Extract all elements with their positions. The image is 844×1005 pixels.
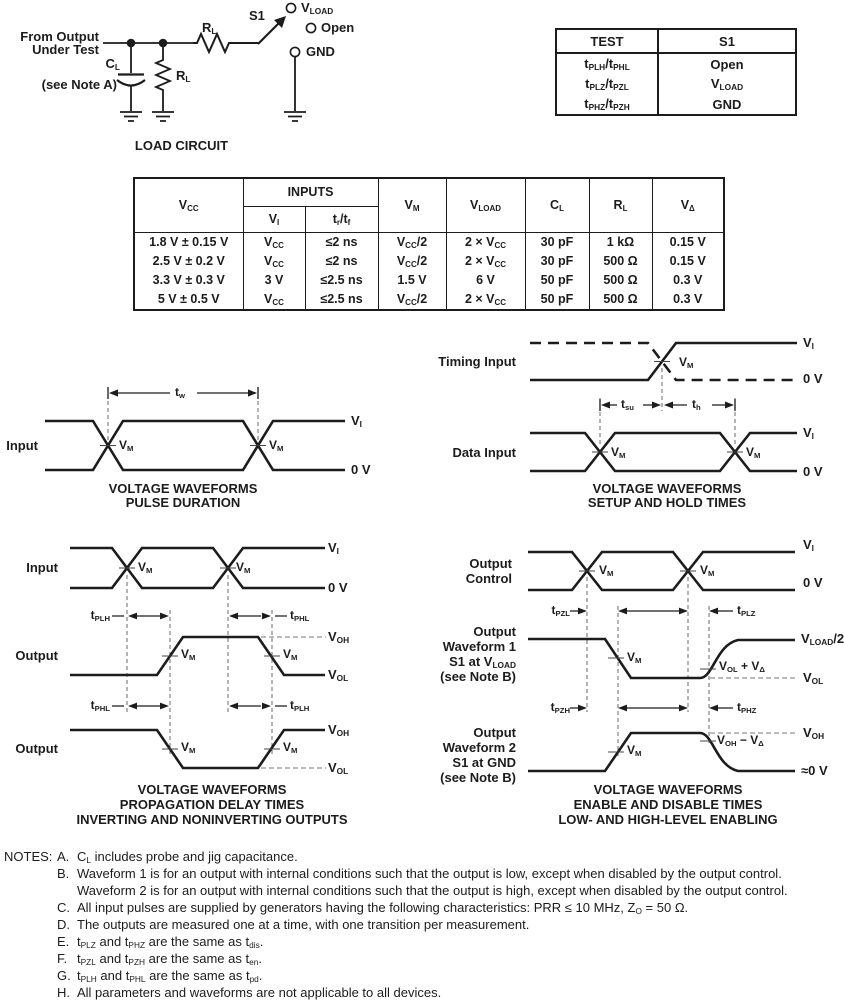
- vi-label: $V_I$: [351, 413, 362, 429]
- table-row: [134, 271, 724, 290]
- vm-label: $V_M$: [700, 563, 715, 578]
- vol-label: $V_{OL}$: [803, 670, 824, 686]
- tplh-label: $t_{PLH}$: [90, 608, 110, 623]
- vm-label: $V_M$: [599, 563, 614, 578]
- waveform-caption: VOLTAGE WAVEFORMS: [108, 481, 258, 496]
- note-line: [4, 968, 842, 985]
- vol-label: $V_{OL}$: [328, 667, 349, 683]
- s1-test-table: [555, 28, 797, 116]
- cell-trtf: ≤2 ns: [305, 252, 378, 271]
- vload2-label: $V_{LOAD}/2$: [801, 631, 844, 647]
- col-header-rl: $R_L$: [589, 178, 652, 232]
- cell-rl: 500 Ω: [589, 271, 652, 290]
- note-text: Waveform 2 is for an output with internal conditions such that the output is high, except when disabled by the output control.: [77, 883, 788, 898]
- note-text: $t_{PZL}$ and $t_{PZH}$ are the same as $t_{en}$.: [77, 951, 262, 967]
- vi-label: $V_I$: [803, 537, 814, 553]
- output-label: Output: [15, 741, 58, 756]
- cell-vdelta: 0.15 V: [652, 252, 724, 271]
- vm-label: $V_M$: [627, 650, 642, 665]
- table-row: [134, 252, 724, 271]
- note-line: [4, 883, 842, 900]
- waveform-caption: SETUP AND HOLD TIMES: [587, 495, 747, 510]
- tphl-label: $t_{PHL}$: [90, 698, 110, 713]
- waveform-caption: VOLTAGE WAVEFORMS: [593, 782, 743, 797]
- note-text: All parameters and waveforms are not applicable to all devices.: [77, 985, 442, 1000]
- note-letter: C.: [57, 900, 70, 915]
- approx-zero-label: ≈0 V: [801, 763, 828, 778]
- vol-label: $V_{OL}$: [328, 760, 349, 776]
- waveform-caption: LOW- AND HIGH-LEVEL ENABLING: [558, 812, 778, 827]
- waveform2-label: S1 at GND: [452, 755, 516, 770]
- from-output-label: From Output: [20, 29, 99, 44]
- vm-label: $V_M$: [283, 740, 298, 755]
- zero-v-label: 0 V: [351, 462, 371, 477]
- cell-cl: 50 pF: [525, 290, 589, 310]
- note-letter: H.: [57, 985, 70, 1000]
- zero-v-label: 0 V: [328, 580, 348, 595]
- cell-cl: 30 pF: [525, 232, 589, 252]
- cell-cl: 30 pF: [525, 252, 589, 271]
- vm-label: $V_M$: [283, 647, 298, 662]
- cell-vdelta: 0.15 V: [652, 232, 724, 252]
- tphl-label: $t_{PHL}$: [290, 608, 310, 623]
- note-line: [4, 985, 842, 1002]
- waveform-caption: VOLTAGE WAVEFORMS: [137, 782, 287, 797]
- note-line: [4, 951, 842, 968]
- note-letter: G.: [57, 968, 71, 983]
- cell-vi: 3 V: [243, 271, 305, 290]
- cell-rl: 500 Ω: [589, 252, 652, 271]
- tplh-label: $t_{PLH}$: [290, 698, 310, 713]
- cell-vload: $2 \times V_{CC}$: [446, 290, 525, 310]
- cell-vdelta: 0.3 V: [652, 271, 724, 290]
- cell-vi: $V_{CC}$: [243, 252, 305, 271]
- cell-rl: 500 Ω: [589, 290, 652, 310]
- waveform2-label: Waveform 2: [442, 740, 516, 755]
- vi-label: $V_I$: [803, 425, 814, 441]
- tplz-label: $t_{PLZ}$: [737, 603, 756, 618]
- note-letter: D.: [57, 917, 70, 932]
- col-header-vload: $V_{LOAD}$: [446, 178, 525, 232]
- timing-input-label: Timing Input: [438, 354, 516, 369]
- note-text: All input pulses are supplied by generators having the following characteristics: PRR ≤ 10 MHz, $Z_O = 50$ Ω.: [77, 900, 689, 916]
- vol-plus-vdelta-label: $V_{OL} + V_\Delta$: [719, 659, 765, 674]
- vm-label: $V_M$: [138, 560, 153, 575]
- vm-label: $V_M$: [627, 743, 642, 758]
- waveform1-label: Output: [473, 624, 516, 639]
- s1-table-header-test: TEST: [556, 29, 658, 53]
- cell-vload: 6 V: [446, 271, 525, 290]
- col-header-vi: $V_I$: [243, 206, 305, 232]
- note-text: The outputs are measured one at a time, with one transition per measurement.: [77, 917, 530, 932]
- rl-series-label: $R_L$: [202, 20, 217, 36]
- col-header-vdelta: $V_\Delta$: [652, 178, 724, 232]
- vload-terminal-label: $V_{LOAD}$: [301, 0, 334, 16]
- s1-table-cell: $t_{PHZ}/t_{PZH}$: [584, 96, 630, 112]
- note-text: $C_L$ includes probe and jig capacitance.: [77, 849, 298, 865]
- note-text: Waveform 1 is for an output with internal conditions such that the output is low, except when disabled by the output control.: [77, 866, 782, 881]
- waveform1-label: S1 at $V_{LOAD}$: [449, 654, 516, 670]
- open-terminal-label: Open: [321, 20, 355, 35]
- rl-shunt-label: $R_L$: [176, 68, 191, 84]
- cell-vcc: 5 V ± 0.5 V: [134, 290, 243, 310]
- vm-label: $V_M$: [181, 740, 196, 755]
- voh-label: $V_{OH}$: [328, 722, 350, 738]
- waveform2-label: Output: [473, 725, 516, 740]
- th-label: $t_h$: [692, 397, 701, 412]
- note-line: [4, 866, 842, 883]
- s1-table-cell: $t_{PLH}/t_{PHL}$: [584, 56, 630, 72]
- cell-vm: $V_{CC}/2$: [378, 290, 446, 310]
- cell-vi: $V_{CC}$: [243, 232, 305, 252]
- cell-trtf: ≤2.5 ns: [305, 271, 378, 290]
- note-line: [4, 934, 842, 951]
- col-header-trtf: $t_r/t_f$: [305, 206, 378, 232]
- cl-note-label: (see Note A): [41, 77, 117, 92]
- note-line: [4, 917, 842, 934]
- vm-label: $V_M$: [119, 438, 134, 453]
- vm-label: $V_M$: [611, 445, 626, 460]
- cell-vload: $2 \times V_{CC}$: [446, 232, 525, 252]
- waveform-caption: ENABLE AND DISABLE TIMES: [573, 797, 763, 812]
- table-row: [134, 290, 724, 310]
- cell-vcc: 3.3 V ± 0.3 V: [134, 271, 243, 290]
- waveform-caption: PULSE DURATION: [125, 495, 241, 510]
- zero-v-label: 0 V: [803, 575, 823, 590]
- note-text: $t_{PLH}$ and $t_{PHL}$ are the same as $t_{pd}$.: [77, 968, 263, 984]
- note-text: $t_{PLZ}$ and $t_{PHZ}$ are the same as $t_{dis}$.: [77, 934, 264, 950]
- s1-table-cell: $V_{LOAD}$: [658, 74, 796, 94]
- s1-table-cell: $t_{PLZ}/t_{PZL}$: [585, 76, 629, 92]
- vi-label: $V_I$: [328, 540, 339, 556]
- cell-vm: $V_{CC}/2$: [378, 232, 446, 252]
- cell-trtf: ≤2.5 ns: [305, 290, 378, 310]
- table-row: [134, 232, 724, 252]
- waveform2-label: (see Note B): [440, 770, 516, 785]
- note-letter: E.: [57, 934, 70, 949]
- tpzh-label: $t_{PZH}$: [550, 700, 570, 715]
- data-input-label: Data Input: [452, 445, 516, 460]
- cell-vdelta: 0.3 V: [652, 290, 724, 310]
- vm-label: $V_M$: [181, 647, 196, 662]
- waveform1-label: (see Note B): [440, 669, 516, 684]
- waveform-caption: INVERTING AND NONINVERTING OUTPUTS: [76, 812, 348, 827]
- cell-cl: 50 pF: [525, 271, 589, 290]
- test-conditions-table: [133, 177, 725, 311]
- tsu-label: $t_{su}$: [621, 397, 634, 412]
- note-letter: F.: [57, 951, 68, 966]
- note-letter: B.: [57, 866, 70, 881]
- vm-label: $V_M$: [679, 355, 694, 370]
- cell-vcc: 2.5 V ± 0.2 V: [134, 252, 243, 271]
- notes-block: [4, 849, 842, 1002]
- voh-label: $V_{OH}$: [803, 725, 825, 741]
- note-line: [4, 900, 842, 917]
- cell-vm: $V_{CC}/2$: [378, 252, 446, 271]
- vi-label: $V_I$: [803, 335, 814, 351]
- voh-minus-vdelta-label: $V_{OH} - V_\Delta$: [717, 733, 764, 748]
- col-header-cl: $C_L$: [525, 178, 589, 232]
- waveform-caption: VOLTAGE WAVEFORMS: [592, 481, 742, 496]
- cell-rl: 1 kΩ: [589, 232, 652, 252]
- vm-label: $V_M$: [269, 438, 284, 453]
- tphz-label: $t_{PHZ}$: [737, 700, 757, 715]
- cl-label: $C_L$: [105, 56, 120, 72]
- col-header-vm: $V_M$: [378, 178, 446, 232]
- input-label: Input: [26, 560, 58, 575]
- s1-switch-label: S1: [249, 8, 265, 23]
- s1-table-header-s1: S1: [658, 29, 796, 53]
- cell-vload: $2 \times V_{CC}$: [446, 252, 525, 271]
- cell-vm: 1.5 V: [378, 271, 446, 290]
- s1-table-cell: GND: [658, 94, 796, 115]
- input-label: Input: [6, 438, 38, 453]
- zero-v-label: 0 V: [803, 464, 823, 479]
- tw-label: $t_w$: [175, 385, 185, 400]
- tpzl-label: $t_{PZL}$: [551, 603, 570, 618]
- col-header-inputs: INPUTS: [243, 178, 378, 206]
- vm-label: $V_M$: [746, 445, 761, 460]
- under-test-label: Under Test: [32, 42, 99, 57]
- note-line: [4, 849, 842, 866]
- cell-trtf: ≤2 ns: [305, 232, 378, 252]
- waveform-caption: PROPAGATION DELAY TIMES: [119, 797, 305, 812]
- notes-label: NOTES:: [4, 849, 53, 864]
- voh-label: $V_{OH}$: [328, 629, 350, 645]
- gnd-terminal-label: GND: [306, 44, 335, 59]
- output-control-label: Output: [469, 556, 512, 571]
- load-circuit-caption: LOAD CIRCUIT: [134, 138, 229, 153]
- vm-label: $V_M$: [236, 560, 251, 575]
- note-letter: A.: [57, 849, 70, 864]
- waveform1-label: Waveform 1: [442, 639, 516, 654]
- s1-table-cell: Open: [658, 53, 796, 74]
- output-control-label: Control: [465, 571, 512, 586]
- output-label: Output: [15, 648, 58, 663]
- cell-vi: $V_{CC}$: [243, 290, 305, 310]
- zero-v-label: 0 V: [803, 371, 823, 386]
- col-header-vcc: $V_{CC}$: [134, 178, 243, 232]
- cell-vcc: 1.8 V ± 0.15 V: [134, 232, 243, 252]
